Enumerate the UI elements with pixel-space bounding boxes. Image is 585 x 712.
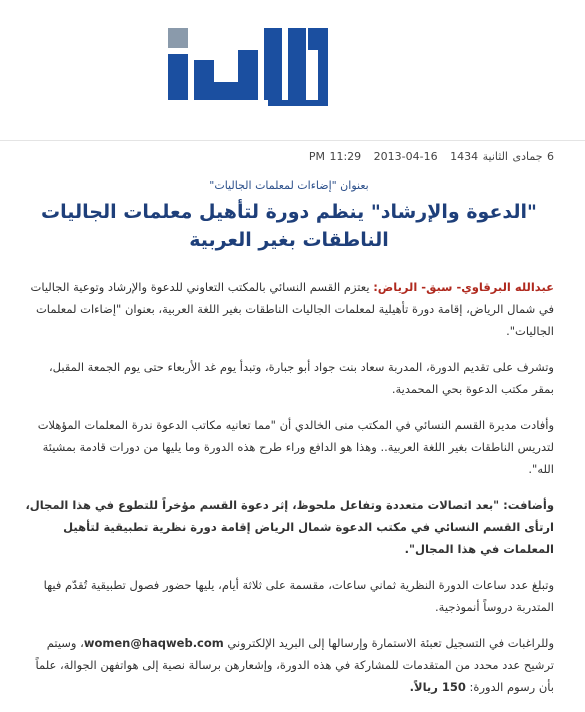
paragraph-6-text-a: وللراغبات في التسجيل تعبئة الاستمارة وإرسالها إلى البريد الإلكتروني	[227, 636, 554, 650]
paragraph-6-text-b: ، وسيتم ترشيح عدد محدد من المتقدمات للمشاركة في هذه الدورة، وإشعارهن برسالة نصية إلى هواتفهن الجوالة، علماً بأن رسوم الدورة:	[35, 636, 554, 694]
paragraph-3: وأفادت مديرة القسم النسائي في المكتب منى الخالدي أن "مما تعانيه مكاتب الدعوة ندرة المعلمات المؤهلات لتدريس الناطقات بغير اللغة العربية.. وهذا هو الدافع وراء طرح هذه الدورة وما يليها من دورات قادمة بمشيئة الله".	[37, 418, 554, 476]
contact-email-link[interactable]: women@haqweb.com	[83, 636, 224, 650]
article-subtitle: بعنوان "إضاءات لمعلمات الجاليات"	[209, 179, 369, 192]
article	[24, 150, 554, 712]
paragraph-4: وأضافت: "بعد اتصالات متعددة وتفاعل ملحوظ، إثر دعوة القسم مؤخراً للتطوع في هذا المجال، ارتأى القسم النسائي في مكتب الدعوة شمال الرياض إقامة دورة نظرية تطبيقية لتأهيل المعلمات في هذا المجال".	[25, 498, 554, 556]
course-fee: 150 ريالاً.	[409, 680, 466, 694]
paragraph-2: وتشرف على تقديم الدورة، المدربة سعاد بنت جواد أبو جبارة، وتبدأ يوم غد الأربعاء حتى يوم الجمعة المقبل، بمقر مكتب الدعوة بحي المحمدية.	[48, 360, 554, 396]
author-byline: عبدالله البرقاوي- سبق- الرياض:	[373, 280, 554, 294]
sabq-logo[interactable]	[168, 20, 328, 106]
gregorian-date: 16-04-2013	[373, 150, 438, 163]
article-title: "الدعوة والإرشاد" ينظم دورة لتأهيل معلمات الجاليات الناطقات بغير العربية	[41, 201, 537, 251]
site-header	[0, 0, 585, 141]
hijri-date: 6 جمادى الثانية 1434	[450, 150, 554, 163]
paragraph-5: وتبلغ عدد ساعات الدورة النظرية ثماني ساعات، مقسمة على ثلاثة أيام، يليها حضور فصول تطبيقية تُقدّم فيها المتدربة دروساً أنموذجية.	[43, 578, 554, 614]
paragraph-1-text: يعتزم القسم النسائي بالمكتب التعاوني للدعوة والإرشاد وتوعية الجاليات في شمال الرياض، إقامة دورة تأهيلية لمعلمات الجاليات الناطقات بغير اللغة العربية، بعنوان "إضاءات لمعلمات الجاليات".	[30, 280, 554, 338]
time: 11:29 PM	[308, 150, 362, 163]
dateline	[24, 150, 554, 163]
paragraph-1	[24, 276, 554, 342]
paragraph-6	[24, 632, 554, 698]
